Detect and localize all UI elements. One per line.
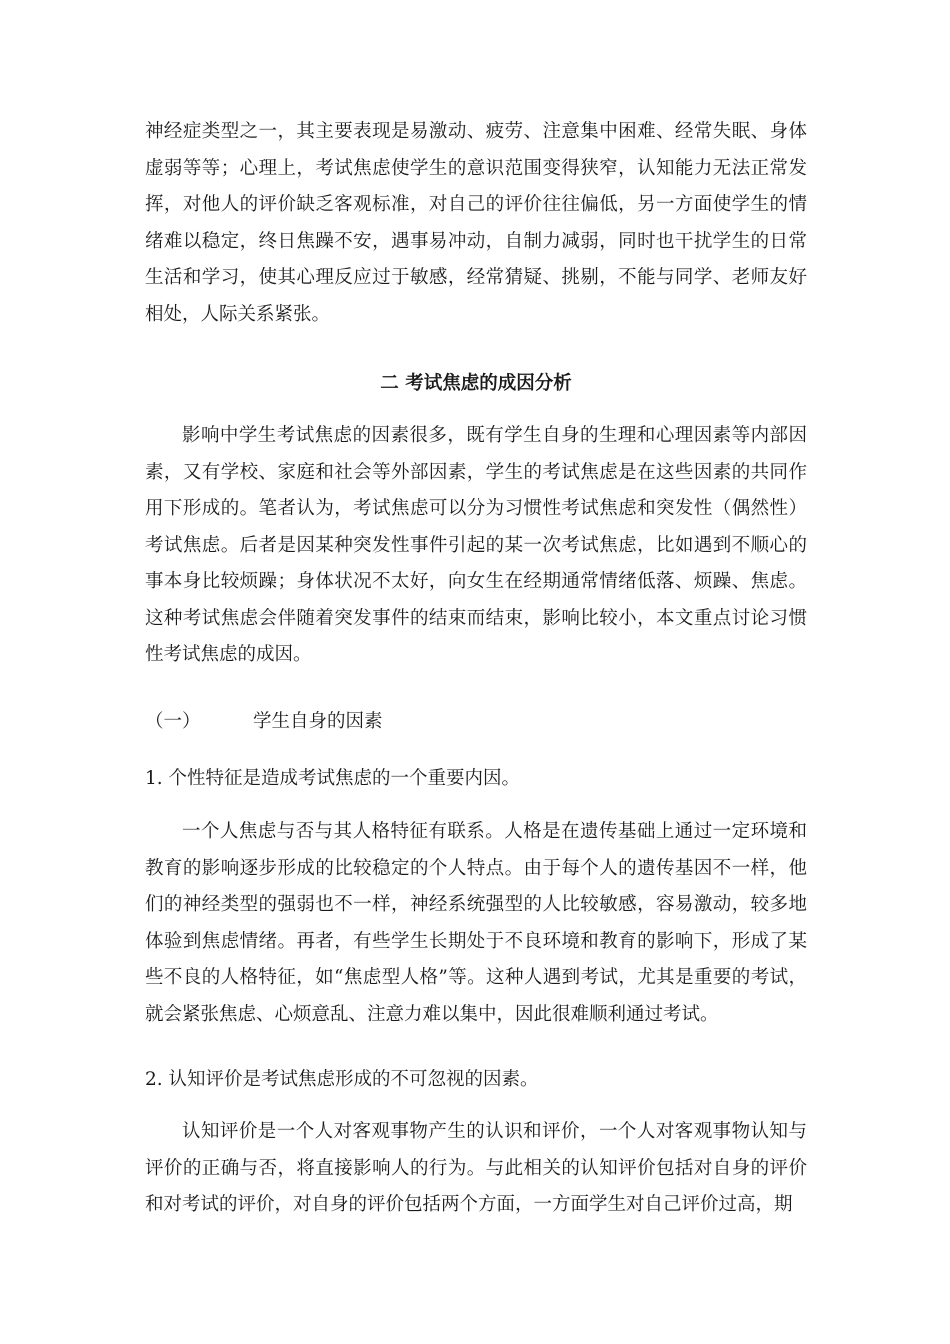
numbered-item-1: 1. 个性特征是造成考试焦虑的一个重要内因。 (145, 768, 521, 789)
subsection-title: 学生自身的因素 (253, 711, 383, 732)
paragraph-personality: 一个人焦虑与否与其人格特征有联系。人格是在遗传基础上通过一定环境和教育的影响逐步形成的比较稳定的个人特点。由于每个人的遗传基因不一样，他们的神经类型的强弱也不一样，神经系统强型的人比较敏感，容易激动，较多地体验到焦虑情绪。再者，有些学生长期处于不良环境和教育的影响下，形成了某些不良的人格特征，如“焦虑型人格”等。这种人遇到考试，尤其是重要的考试，就会紧张焦虑、心烦意乱、注意力难以集中，因此很难顺利通过考试。 (145, 821, 807, 1025)
section-heading: 二 考试焦虑的成因分析 (380, 373, 572, 394)
subsection-heading (145, 707, 383, 733)
numbered-item-2: 2. 认知评价是考试焦虑形成的不可忽视的因素。 (145, 1069, 539, 1090)
paragraph-cognition: 认知评价是一个人对客观事物产生的认识和评价，一个人对客观事物认知与评价的正确与否，将直接影响人的行为。与此相关的认知评价包括对自身的评价和对考试的评价，对自身的评价包括两个方面，一方面学生对自己评价过高，期 (145, 1121, 807, 1215)
paragraph-continuation: 神经症类型之一，其主要表现是易激动、疲劳、注意集中困难、经常失眠、身体虚弱等等；心理上，考试焦虑使学生的意识范围变得狭窄，认知能力无法正常发挥，对他人的评价缺乏客观标准，对自己的评价往往偏低，另一方面使学生的情绪难以稳定，终日焦躁不安，遇事易冲动，自制力减弱，同时也干扰学生的日常生活和学习，使其心理反应过于敏感，经常猜疑、挑剔，不能与同学、老师友好相处，人际关系紧张。 (145, 121, 807, 325)
subsection-number: （一） (145, 711, 201, 732)
paragraph-causes-intro: 影响中学生考试焦虑的因素很多，既有学生自身的生理和心理因素等内部因素，又有学校、家庭和社会等外部因素，学生的考试焦虑是在这些因素的共同作用下形成的。笔者认为，考试焦虑可以分为习惯性考试焦虑和突发性（偶然性）考试焦虑。后者是因某种突发性事件引起的某一次考试焦虑，比如遇到不顺心的事本身比较烦躁；身体状况不太好，向女生在经期通常情绪低落、烦躁、焦虑。这种考试焦虑会伴随着突发事件的结束而结束，影响比较小，本文重点讨论习惯性考试焦虑的成因。 (145, 425, 807, 665)
